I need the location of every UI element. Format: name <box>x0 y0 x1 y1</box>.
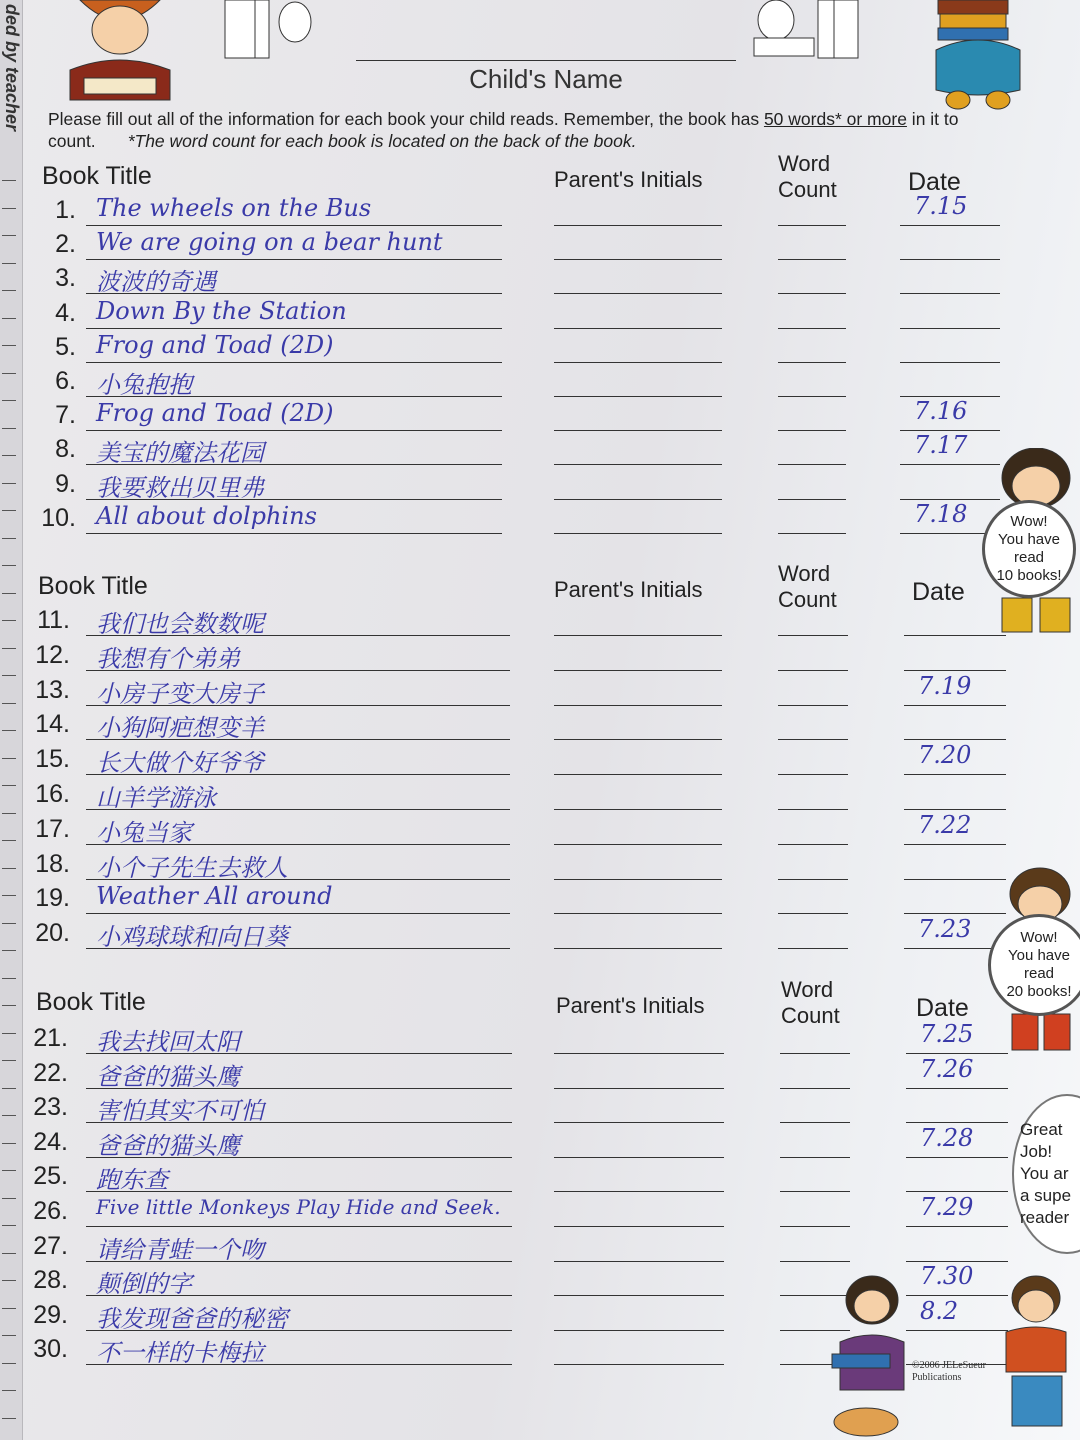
great-job-bubble <box>1012 1094 1080 1254</box>
handwritten-book-title: Frog and Toad (2D) <box>96 330 334 359</box>
instructions-part1: Please fill out all of the information for each book your child reads. Remember, the book has <box>48 109 764 129</box>
parents-initials-line[interactable] <box>554 1191 724 1192</box>
book-title-header: Book Title <box>38 572 148 600</box>
binding-tick <box>2 1418 16 1419</box>
word-count-line[interactable] <box>778 739 848 740</box>
date-line[interactable] <box>906 1088 1008 1089</box>
handwritten-book-title: 小鸡球球和向日葵 <box>96 923 288 952</box>
binding-tick <box>2 1170 16 1171</box>
word-count-line[interactable] <box>780 1122 850 1123</box>
row-number: 15. <box>35 745 70 774</box>
handwritten-date: 7.20 <box>918 741 972 770</box>
word-count-line[interactable] <box>780 1261 850 1262</box>
binding-tick <box>2 180 16 181</box>
word-count-line[interactable] <box>778 670 848 671</box>
date-line[interactable] <box>900 362 1000 363</box>
word-count-line[interactable] <box>780 1157 850 1158</box>
word-count-line[interactable] <box>778 225 846 226</box>
binding-tick <box>2 1253 16 1254</box>
handwritten-book-title: 小兔抱抱 <box>96 371 192 399</box>
binding-tick <box>2 840 16 841</box>
copyright-line-1: ©2006 JELeSueur <box>912 1360 986 1371</box>
date-line[interactable] <box>900 464 1000 465</box>
binding-tick <box>2 263 16 264</box>
handwritten-book-title: 我们也会数数呢 <box>96 610 264 638</box>
parents-initials-header: Parent's Initials <box>554 577 703 602</box>
parents-initials-line[interactable] <box>554 328 722 329</box>
binding-tick <box>2 1225 16 1226</box>
date-line[interactable] <box>900 225 1000 226</box>
handwritten-book-title: 请给青蛙一个吻 <box>96 1235 264 1264</box>
row-number: 27. <box>33 1231 68 1260</box>
row-number: 14. <box>35 710 70 739</box>
book-title-header: Book Title <box>42 162 152 190</box>
handwritten-book-title: 爸爸的猫头鹰 <box>96 1062 240 1091</box>
handwritten-book-title: 小狗阿疤想变羊 <box>96 714 264 743</box>
girl-with-books-illustration <box>928 0 1028 112</box>
parents-initials-line[interactable] <box>554 533 722 534</box>
twenty-books-badge-line: read <box>1023 965 1055 982</box>
row-number: 17. <box>35 814 70 843</box>
handwritten-date: 7.23 <box>918 915 972 944</box>
parents-initials-line[interactable] <box>554 362 722 363</box>
handwritten-book-title: 我发现爸爸的秘密 <box>96 1304 288 1333</box>
handwritten-date: 7.19 <box>918 671 972 700</box>
handwritten-book-title: 我要救出贝里弗 <box>96 473 264 502</box>
date-line[interactable] <box>900 259 1000 260</box>
binding-tick <box>2 235 16 236</box>
great-job-line: You ar <box>1020 1164 1069 1183</box>
parents-initials-line[interactable] <box>554 739 722 740</box>
handwritten-book-title: Down By the Station <box>96 296 347 325</box>
handwritten-book-title: 我想有个弟弟 <box>96 644 240 673</box>
word-count-line[interactable] <box>778 879 848 880</box>
parents-initials-line[interactable] <box>554 1088 724 1089</box>
binding-tick <box>2 868 16 869</box>
date-line[interactable] <box>904 705 1006 706</box>
word-count-line[interactable] <box>778 362 846 363</box>
parents-initials-line[interactable] <box>554 879 722 880</box>
word-count-line[interactable] <box>778 533 846 534</box>
binding-tick <box>2 923 16 924</box>
child-name-label: Child's Name <box>469 64 623 94</box>
row-number: 8. <box>55 435 76 464</box>
word-count-line[interactable] <box>778 464 846 465</box>
book-title-line[interactable] <box>86 533 502 534</box>
handwritten-date: 7.17 <box>914 431 968 460</box>
handwritten-book-title: We are going on a bear hunt <box>96 228 443 257</box>
binding-tick <box>2 483 16 484</box>
binding-tick <box>2 318 16 319</box>
copyright-text <box>912 1360 986 1384</box>
handwritten-date: 7.30 <box>920 1262 974 1291</box>
row-number: 12. <box>35 640 70 669</box>
date-line[interactable] <box>904 879 1006 880</box>
parents-initials-header: Parent's Initials <box>554 167 703 192</box>
binding-tick <box>2 648 16 649</box>
twenty-books-badge-line: Wow! <box>1020 929 1058 946</box>
instructions-note: *The word count for each book is located on the back of the book. <box>127 131 637 151</box>
great-job-line: a supe <box>1020 1186 1072 1205</box>
book-title-line[interactable] <box>86 259 502 260</box>
word-header: Word <box>778 151 831 176</box>
instructions-underlined: 50 words* or more <box>763 109 907 129</box>
row-number: 22. <box>33 1058 68 1087</box>
row-number: 28. <box>33 1266 68 1295</box>
binding-tick <box>2 455 16 456</box>
book-title-line[interactable] <box>86 362 502 363</box>
word-count-line[interactable] <box>778 635 848 636</box>
row-number: 11. <box>37 606 70 634</box>
parents-initials-line[interactable] <box>554 1261 724 1262</box>
word-count-line[interactable] <box>780 1191 850 1192</box>
binding-tick <box>2 538 16 539</box>
handwritten-book-title: All about dolphins <box>96 501 317 530</box>
twenty-books-badge-line: 20 books! <box>1006 983 1072 1000</box>
date-header: Date <box>912 578 965 606</box>
word-count-line[interactable] <box>778 774 848 775</box>
binding-tick <box>2 758 16 759</box>
word-count-line[interactable] <box>778 293 846 294</box>
parents-initials-header: Parent's Initials <box>556 993 705 1018</box>
row-number: 13. <box>35 675 70 704</box>
handwritten-date: 7.28 <box>920 1123 974 1152</box>
binding-tick <box>2 1198 16 1199</box>
handwritten-book-title: 我去找回太阳 <box>96 1028 240 1056</box>
binding-tick <box>2 373 16 374</box>
handwritten-book-title: 小兔当家 <box>96 818 192 847</box>
parents-initials-line[interactable] <box>554 1364 724 1365</box>
binding-tick <box>2 813 16 814</box>
parents-initials-line[interactable] <box>554 430 722 431</box>
ten-books-badge-line: read <box>1013 549 1045 566</box>
date-line[interactable] <box>906 1157 1008 1158</box>
handwritten-book-title: 山羊学游泳 <box>96 784 216 812</box>
instructions <box>48 108 1068 152</box>
parents-initials-line[interactable] <box>554 913 722 914</box>
binding-tick <box>2 895 16 896</box>
date-line[interactable] <box>904 635 1006 636</box>
handwritten-book-title: 美宝的魔法花园 <box>96 439 264 468</box>
handwritten-book-title: 害怕其实不可怕 <box>96 1097 264 1126</box>
binding-tick <box>2 1060 16 1061</box>
handwritten-date: 8.2 <box>920 1296 959 1325</box>
great-job-line: reader <box>1020 1208 1070 1227</box>
handwritten-date: 7.29 <box>920 1193 974 1221</box>
date-line[interactable] <box>900 328 1000 329</box>
count-header: Count <box>778 587 837 612</box>
great-job-line: Job! <box>1020 1142 1053 1161</box>
row-number: 1. <box>55 196 76 224</box>
binding-tick <box>2 703 16 704</box>
parents-initials-line[interactable] <box>554 809 722 810</box>
book-title-header: Book Title <box>36 988 146 1016</box>
parents-initials-line[interactable] <box>554 635 722 636</box>
handwritten-book-title: 小房子变大房子 <box>96 679 264 708</box>
word-count-line[interactable] <box>780 1053 850 1054</box>
word-count-line[interactable] <box>778 499 846 500</box>
row-number: 25. <box>33 1162 68 1191</box>
child-name-line[interactable] <box>356 60 736 61</box>
date-line[interactable] <box>900 293 1000 294</box>
parents-initials-line[interactable] <box>554 1330 724 1331</box>
ten-books-badge-line: 10 books! <box>996 567 1062 584</box>
books-stack-illustration-right <box>748 0 863 62</box>
parents-initials-line[interactable] <box>554 1226 724 1227</box>
binding-tick <box>2 1005 16 1006</box>
handwritten-book-title: 跑东查 <box>96 1166 168 1195</box>
word-count-line[interactable] <box>778 430 846 431</box>
great-job-line: Great <box>1020 1120 1063 1139</box>
binding-tick <box>2 675 16 676</box>
side-text: ded by teacher <box>2 4 22 132</box>
book-title-line[interactable] <box>86 328 502 329</box>
book-title-line[interactable] <box>86 1226 512 1227</box>
row-number: 6. <box>55 367 76 395</box>
handwritten-book-title: 小个子先生去救人 <box>96 853 288 882</box>
handwritten-book-title: 不一样的卡梅拉 <box>96 1339 264 1368</box>
word-count-line[interactable] <box>780 1226 850 1227</box>
binding-tick <box>2 1088 16 1089</box>
handwritten-book-title: Five little Monkeys Play Hide and Seek. <box>96 1195 501 1219</box>
handwritten-date: 7.26 <box>920 1054 974 1083</box>
word-count-line[interactable] <box>778 809 848 810</box>
word-count-line[interactable] <box>778 259 846 260</box>
twenty-books-badge <box>988 914 1080 1016</box>
row-number: 9. <box>55 469 76 498</box>
books-stack-illustration-left <box>205 0 315 62</box>
parents-initials-line[interactable] <box>554 499 722 500</box>
word-count-line[interactable] <box>778 705 848 706</box>
row-number: 18. <box>35 849 70 878</box>
binding-tick <box>2 400 16 401</box>
row-number: 24. <box>33 1127 68 1156</box>
parents-initials-line[interactable] <box>554 225 722 226</box>
handwritten-date: 7.16 <box>914 397 968 426</box>
handwritten-date: 7.22 <box>918 810 972 839</box>
row-number: 21. <box>33 1024 68 1052</box>
row-number: 26. <box>33 1197 68 1225</box>
count-header: Count <box>778 177 837 202</box>
binding-tick <box>2 1115 16 1116</box>
binding-tick <box>2 345 16 346</box>
date-header: Date <box>908 168 961 196</box>
binding-tick <box>2 565 16 566</box>
binding-tick <box>2 208 16 209</box>
row-number: 16. <box>35 780 70 808</box>
row-number: 10. <box>41 503 76 532</box>
ten-books-badge-line: Wow! <box>1010 513 1048 530</box>
parents-initials-line[interactable] <box>554 396 722 397</box>
parents-initials-line[interactable] <box>554 1053 724 1054</box>
handwritten-date: 7.18 <box>914 499 968 528</box>
binding-tick <box>2 1280 16 1281</box>
parents-initials-line[interactable] <box>554 774 722 775</box>
row-number: 5. <box>55 332 76 361</box>
parents-initials-line[interactable] <box>554 1157 724 1158</box>
handwritten-book-title: 波波的奇遇 <box>96 268 216 297</box>
row-number: 3. <box>55 264 76 293</box>
word-count-line[interactable] <box>778 844 848 845</box>
row-number: 19. <box>35 884 70 913</box>
binding-tick <box>2 1308 16 1309</box>
binding-tick <box>2 785 16 786</box>
binding-tick <box>2 1143 16 1144</box>
copyright-line-2: Publications <box>912 1372 962 1383</box>
handwritten-date: 7.25 <box>920 1020 974 1048</box>
parents-initials-line[interactable] <box>554 670 722 671</box>
parents-initials-line[interactable] <box>554 464 722 465</box>
handwritten-book-title: 长大做个好爷爷 <box>96 749 264 778</box>
date-header: Date <box>916 994 969 1022</box>
parents-initials-line[interactable] <box>554 1295 724 1296</box>
binding-tick <box>2 950 16 951</box>
count-header: Count <box>781 1003 840 1028</box>
binding-tick <box>2 1033 16 1034</box>
twenty-books-badge-line: You have <box>1007 947 1070 964</box>
binding-tick <box>2 620 16 621</box>
binding-tick <box>2 1390 16 1391</box>
date-line[interactable] <box>904 774 1006 775</box>
book-title-line[interactable] <box>86 913 510 914</box>
word-count-line[interactable] <box>778 948 848 949</box>
binding-tick <box>2 510 16 511</box>
binding-tick <box>2 1335 16 1336</box>
parents-initials-line[interactable] <box>554 1122 724 1123</box>
handwritten-book-title: Frog and Toad (2D) <box>96 399 334 428</box>
binding-tick <box>2 978 16 979</box>
ten-books-badge-line: You have <box>997 531 1060 548</box>
binding-tick <box>2 428 16 429</box>
word-count-line[interactable] <box>780 1088 850 1089</box>
row-number: 30. <box>33 1335 68 1364</box>
word-header: Word <box>778 561 831 586</box>
ten-books-badge <box>982 500 1076 598</box>
book-title-line[interactable] <box>86 430 502 431</box>
date-line[interactable] <box>904 844 1006 845</box>
row-number: 29. <box>33 1300 68 1329</box>
binding-tick <box>2 1363 16 1364</box>
handwritten-book-title: Weather All around <box>96 882 333 911</box>
row-number: 2. <box>55 230 76 259</box>
word-count-line[interactable] <box>778 396 846 397</box>
word-header: Word <box>781 977 834 1002</box>
kids-reading-illustration <box>826 1272 1080 1440</box>
row-number: 20. <box>35 919 70 948</box>
handwritten-book-title: The wheels on the Bus <box>96 194 372 222</box>
boy-reading-illustration <box>60 0 180 104</box>
binding-tick <box>2 290 16 291</box>
book-title-line[interactable] <box>86 225 502 226</box>
row-number: 23. <box>33 1093 68 1122</box>
word-count-line[interactable] <box>778 913 848 914</box>
row-number: 4. <box>55 298 76 327</box>
row-number: 7. <box>55 401 76 430</box>
binding-tick <box>2 593 16 594</box>
binding-tick <box>2 730 16 731</box>
parents-initials-line[interactable] <box>554 259 722 260</box>
date-line[interactable] <box>906 1226 1008 1227</box>
parents-initials-line[interactable] <box>554 705 722 706</box>
parents-initials-line[interactable] <box>554 844 722 845</box>
handwritten-book-title: 爸爸的猫头鹰 <box>96 1131 240 1160</box>
handwritten-date: 7.15 <box>914 192 968 220</box>
word-count-line[interactable] <box>778 328 846 329</box>
handwritten-book-title: 颠倒的字 <box>96 1270 192 1299</box>
binding-strip <box>0 0 23 1440</box>
instructions-part2: in it to count. <box>48 109 959 151</box>
parents-initials-line[interactable] <box>554 948 722 949</box>
parents-initials-line[interactable] <box>554 293 722 294</box>
